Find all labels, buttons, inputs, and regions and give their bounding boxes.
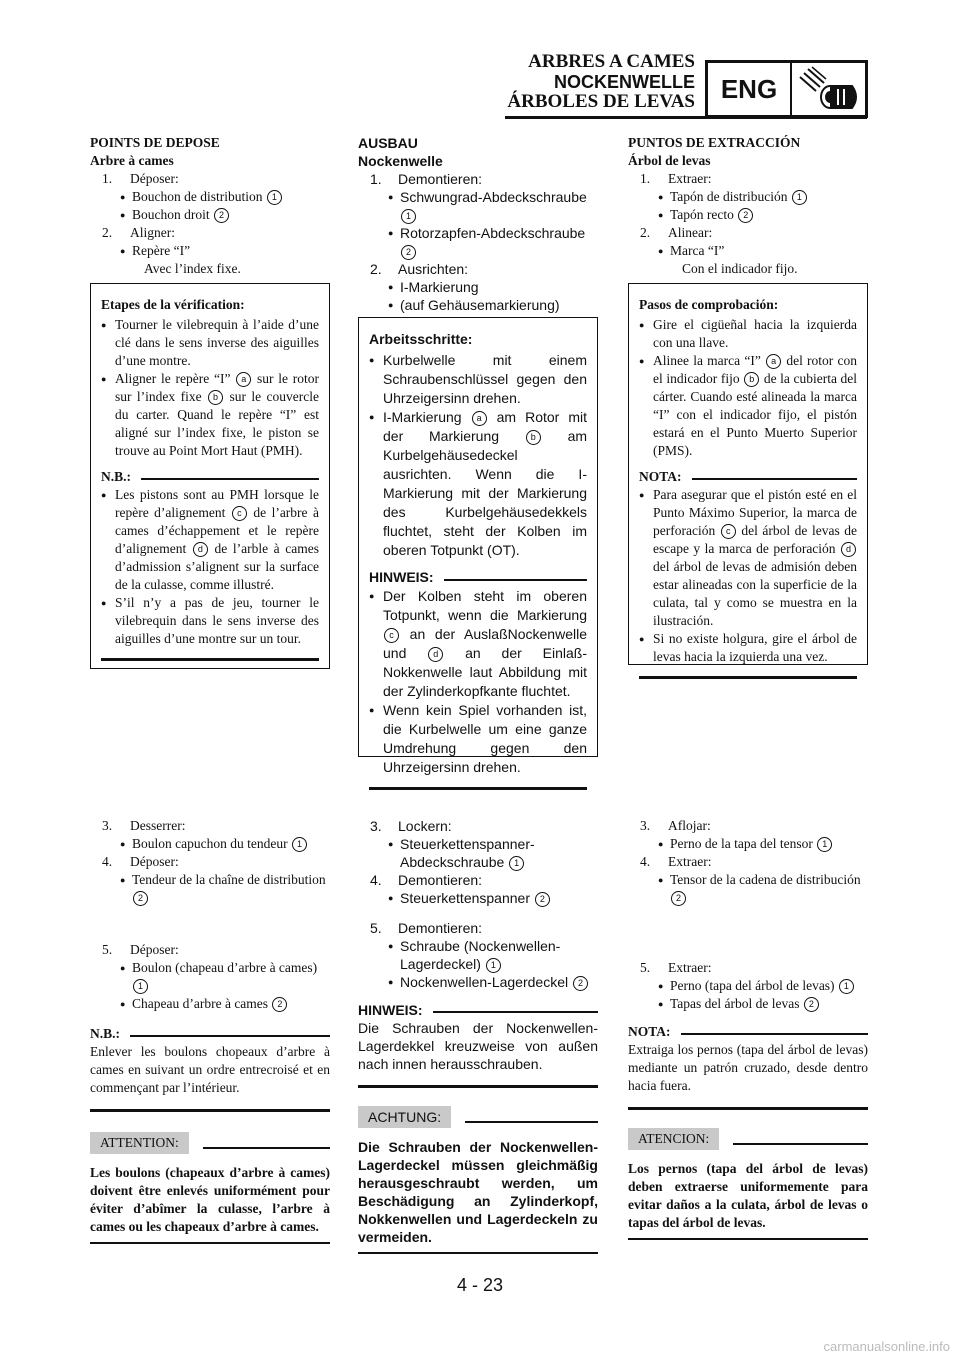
de-warning-header: ACHTUNG: bbox=[358, 1106, 598, 1128]
callout-d: d bbox=[193, 542, 208, 557]
es-subheading: Árbol de levas bbox=[628, 153, 711, 168]
es-note2-header: NOTA: bbox=[628, 1023, 868, 1041]
es-step-5-item-1: ● Perno (tapa del árbol de levas) 1 bbox=[628, 977, 868, 995]
fr-step-5: 5. Déposer: bbox=[102, 942, 179, 957]
de-step-3-item-1: ● Steuerkettenspanner-Abdeckschraube 1 bbox=[358, 835, 598, 871]
callout-2: 2 bbox=[214, 208, 229, 223]
fr-step-2-item-1-detail: Avec l’index fixe. bbox=[144, 261, 241, 276]
fr-warning-text: Les boulons (chapeaux d’arbre à cames) doivent être enlevés uniformément pour éviter d’abîmer la culasse, l’arbre à cames ou les chapeaux d’arbre à cames. bbox=[90, 1164, 330, 1234]
fr-step-4-item-1: ● Tendeur de la chaîne de distribution 2 bbox=[90, 871, 330, 907]
callout-2: 2 bbox=[573, 976, 588, 991]
fr-box-bullet-1: ● Tourner le vilebrequin à l’aide d’une clé dans le sens inverse des aiguilles d’une montre. bbox=[101, 316, 319, 370]
de-step-1: 1. Demontieren: bbox=[370, 171, 483, 187]
callout-a: a bbox=[766, 354, 781, 369]
callout-2: 2 bbox=[133, 891, 148, 906]
callout-a: a bbox=[472, 411, 487, 426]
callout-1: 1 bbox=[267, 190, 282, 205]
fr-step-4: 4. Déposer: bbox=[102, 854, 179, 869]
callout-d: d bbox=[841, 542, 856, 557]
fr-step-5-item-1: ● Boulon (chapeau d’arbre à cames) 1 bbox=[90, 959, 330, 995]
fr-note-header: N.B.: bbox=[101, 468, 319, 486]
es-step-3-item-1: ● Perno de la tapa del tensor 1 bbox=[628, 835, 868, 853]
fr-step-1-item-2: ● Bouchon droit 2 bbox=[90, 206, 330, 224]
fr-check-box bbox=[90, 283, 330, 669]
de-warning-text: Die Schrauben der Nockenwellen-Lagerdeckel müssen gleichmäßig herausgeschraubt werden, um Beschädigung an Zylinderkopf, Nokkenwellen und Lagerdeckeln zu vermeiden. bbox=[358, 1138, 598, 1245]
de-step-4-item-1: ● Steuerkettenspanner 2 bbox=[358, 889, 598, 907]
callout-2: 2 bbox=[401, 245, 416, 260]
de-step-2-item-1-detail: ● (auf Gehäusemarkierung) bbox=[358, 296, 598, 314]
callout-2: 2 bbox=[272, 997, 287, 1012]
de-bottom-section bbox=[358, 817, 598, 1254]
es-step-1-item-2: ● Tapón recto 2 bbox=[628, 206, 868, 224]
de-heading: AUSBAU bbox=[358, 135, 418, 151]
es-warning-rule bbox=[628, 1238, 868, 1241]
es-step-1-item-1: ● Tapón de distribución 1 bbox=[628, 188, 868, 206]
callout-1: 1 bbox=[486, 958, 501, 973]
es-note-bullet-1: ● Para asegurar que el pistón esté en el Punto Máximo Superior, la marca de perforación c del árbol de levas de escape y la marca de perforación d del árbol de levas de admisión deben estar alineadas con la superficie de la culata, tal y como se muestra en la ilustración. bbox=[639, 486, 857, 630]
de-note2-text: Die Schrauben der Nockenwellen-Lagerdekkel kreuzweise von außen nach innen herausschrauben. bbox=[358, 1020, 598, 1072]
callout-1: 1 bbox=[133, 979, 148, 994]
es-check-box bbox=[628, 283, 868, 665]
de-step-5-item-1: ● Schraube (Nockenwellen-Lagerdeckel) 1 bbox=[358, 937, 598, 973]
fr-box-title: Etapes de la vérification: bbox=[101, 297, 245, 312]
de-note-bullet-1: ● Der Kolben steht im oberen Totpunkt, wenn die Markierung c an der AuslaßNockenwelle und d an der Einlaß-Nokkenwelle laut Abbildung mit der Zylinderkopfkante fluchtet. bbox=[369, 587, 587, 701]
de-note2-header: HINWEIS: bbox=[358, 1001, 598, 1019]
fr-step-2-item-1: ● Repère “I” bbox=[90, 242, 330, 260]
fr-note2-rule bbox=[90, 1109, 330, 1112]
de-box-rule bbox=[369, 787, 587, 790]
fr-box-rule bbox=[101, 658, 319, 661]
de-step-2: 2. Ausrichten: bbox=[370, 261, 469, 277]
de-step-4: 4. Demontieren: bbox=[370, 872, 483, 888]
es-box-rule bbox=[639, 676, 857, 679]
de-box-title: Arbeitsschritte: bbox=[369, 331, 473, 347]
es-box-title: Pasos de comprobación: bbox=[639, 297, 779, 312]
de-check-box bbox=[358, 317, 598, 775]
es-step-3: 3. Aflojar: bbox=[640, 818, 711, 833]
section-tag-box bbox=[705, 60, 868, 118]
callout-b: b bbox=[744, 372, 759, 387]
fr-top-section bbox=[90, 134, 330, 278]
de-subheading: Nockenwelle bbox=[358, 153, 443, 169]
es-step-5-item-2: ● Tapas del árbol de levas 2 bbox=[628, 995, 868, 1013]
es-step-1: 1. Extraer: bbox=[640, 171, 712, 186]
fr-step-1-item-1: ● Bouchon de distribution 1 bbox=[90, 188, 330, 206]
fr-note-bullet-1: ● Les pistons sont au PMH lorsque le repère d’alignement c de l’arbre à cames d’échappement et le repère d’alignement d de l’arble à cames d’admission s’alignent sur la surface de la culasse, comme illustré. bbox=[101, 486, 319, 594]
callout-b: b bbox=[208, 390, 223, 405]
callout-1: 1 bbox=[292, 837, 307, 852]
callout-1: 1 bbox=[839, 979, 854, 994]
de-note-header: HINWEIS: bbox=[369, 568, 587, 587]
es-step-2: 2. Alinear: bbox=[640, 225, 713, 240]
callout-2: 2 bbox=[535, 892, 550, 907]
fr-subheading: Arbre à cames bbox=[90, 153, 174, 168]
es-top-section bbox=[628, 134, 868, 278]
callout-1: 1 bbox=[401, 209, 416, 224]
fr-note-bullet-2: ● S’il n’y a pas de jeu, tourner le vilebrequin dans le sens inverse des aiguilles d’une montre sur un tour. bbox=[101, 594, 319, 648]
de-step-1-item-1: ● Schwungrad-Abdeckschraube 1 bbox=[358, 188, 598, 224]
fr-step-3: 3. Desserrer: bbox=[102, 818, 186, 833]
callout-c: c bbox=[721, 524, 736, 539]
callout-b: b bbox=[526, 430, 541, 445]
title-fr: ARBRES A CAMES bbox=[528, 51, 695, 72]
de-warning-rule bbox=[358, 1252, 598, 1255]
title-de: NOCKENWELLE bbox=[554, 72, 695, 92]
callout-d: d bbox=[428, 647, 443, 662]
callout-2: 2 bbox=[738, 208, 753, 223]
callout-c: c bbox=[384, 628, 399, 643]
es-step-4-item-1: ● Tensor de la cadena de distribución 2 bbox=[628, 871, 868, 907]
es-box-bullet-2: ● Alinee la marca “I” a del rotor con el indicador fijo b de la cubierta del cárter. Cuando esté alineada la marca “I” con el indicador fijo, el pistón estará en el Punto Muerto Superior (PMS). bbox=[639, 352, 857, 460]
de-note2-rule bbox=[358, 1085, 598, 1088]
de-step-5-item-2: ● Nockenwellen-Lagerdeckel 2 bbox=[358, 973, 598, 991]
es-warning-text: Los pernos (tapa del árbol de levas) deben extraerse uniformemente para evitar daños a la culata, árbol de levas o tapas del árbol de levas. bbox=[628, 1160, 868, 1230]
de-note-bullet-2: ● Wenn kein Spiel vorhanden ist, die Kurbelwelle um eine ganze Umdrehung gegen den Uhrzeigersinn drehen. bbox=[369, 701, 587, 777]
es-note2-text: Extraiga los pernos (tapa del árbol de levas) mediante un patrón cruzado, desde dentro hacia fuera. bbox=[628, 1042, 868, 1093]
fr-step-1: 1. Déposer: bbox=[102, 171, 179, 186]
fr-step-5-item-2: ● Chapeau d’arbre à cames 2 bbox=[90, 995, 330, 1013]
callout-1: 1 bbox=[817, 837, 832, 852]
es-bottom-section bbox=[628, 817, 868, 1240]
es-step-2-item-1: ● Marca “I” bbox=[628, 242, 868, 260]
fr-note2-header: N.B.: bbox=[90, 1025, 330, 1043]
title-es: ÁRBOLES DE LEVAS bbox=[507, 91, 695, 112]
fr-box-bullet-2: ● Aligner le repère “I” a sur le rotor sur l’index fixe b sur le couvercle du carter. Quand le repère “I” est aligné sur l’index fixe, le piston se trouve au Point Mort Haut (PMH). bbox=[101, 370, 319, 460]
fr-warning-rule bbox=[90, 1242, 330, 1245]
section-tag: ENG bbox=[708, 63, 792, 115]
de-box-bullet-2: ● I-Markierung a am Rotor mit der Markierung b am Kurbelgehäusedeckel ausrichten. Wenn die I-Markierung mit der Markierung des Kurbelgehäusedekkels fluchtet, steht der Kolben im oberen Totpunkt (OT). bbox=[369, 408, 587, 560]
es-step-4: 4. Extraer: bbox=[640, 854, 712, 869]
engine-camshaft-icon bbox=[794, 65, 864, 115]
callout-2: 2 bbox=[804, 997, 819, 1012]
callout-c: c bbox=[232, 506, 247, 521]
fr-note2-text: Enlever les boulons chopeaux d’arbre à cames en suivant un ordre entrecroisé et en commençant par l’intérieur. bbox=[90, 1044, 330, 1095]
callout-2: 2 bbox=[671, 891, 686, 906]
fr-step-3-item-1: ● Boulon capuchon du tendeur 1 bbox=[90, 835, 330, 853]
fr-warning-header: ATTENTION: bbox=[90, 1132, 330, 1154]
es-box-bullet-1: ● Gire el cigüeñal hacia la izquierda con una llave. bbox=[639, 316, 857, 352]
de-step-5: 5. Demontieren: bbox=[370, 920, 483, 936]
es-heading: PUNTOS DE EXTRACCIÓN bbox=[628, 135, 801, 150]
de-step-3: 3. Lockern: bbox=[370, 818, 452, 834]
es-note-header: NOTA: bbox=[639, 468, 857, 486]
es-note2-rule bbox=[628, 1107, 868, 1110]
callout-1: 1 bbox=[509, 856, 524, 871]
callout-a: a bbox=[236, 372, 251, 387]
es-note-bullet-2: ● Si no existe holgura, gire el árbol de levas hacia la izquierda una vez. bbox=[639, 630, 857, 666]
fr-heading: POINTS DE DEPOSE bbox=[90, 135, 220, 150]
es-warning-header: ATENCION: bbox=[628, 1128, 868, 1150]
fr-step-2: 2. Aligner: bbox=[102, 225, 175, 240]
fr-bottom-section bbox=[90, 817, 330, 1244]
de-step-1-item-2: ● Rotorzapfen-Abdeckschraube 2 bbox=[358, 224, 598, 260]
de-box-bullet-1: ● Kurbelwelle mit einem Schraubenschlüssel gegen den Uhrzeigersinn drehen. bbox=[369, 351, 587, 408]
de-step-2-item-1: ● I-Markierung bbox=[358, 278, 598, 296]
es-step-2-item-1-detail: Con el indicador fijo. bbox=[682, 261, 798, 276]
de-top-section bbox=[358, 134, 598, 314]
header-titles bbox=[507, 52, 695, 112]
es-step-5: 5. Extraer: bbox=[640, 960, 712, 975]
callout-1: 1 bbox=[792, 190, 807, 205]
watermark: carmanualsonline.info bbox=[823, 1339, 950, 1354]
page-number: 4 - 23 bbox=[456, 1275, 504, 1295]
